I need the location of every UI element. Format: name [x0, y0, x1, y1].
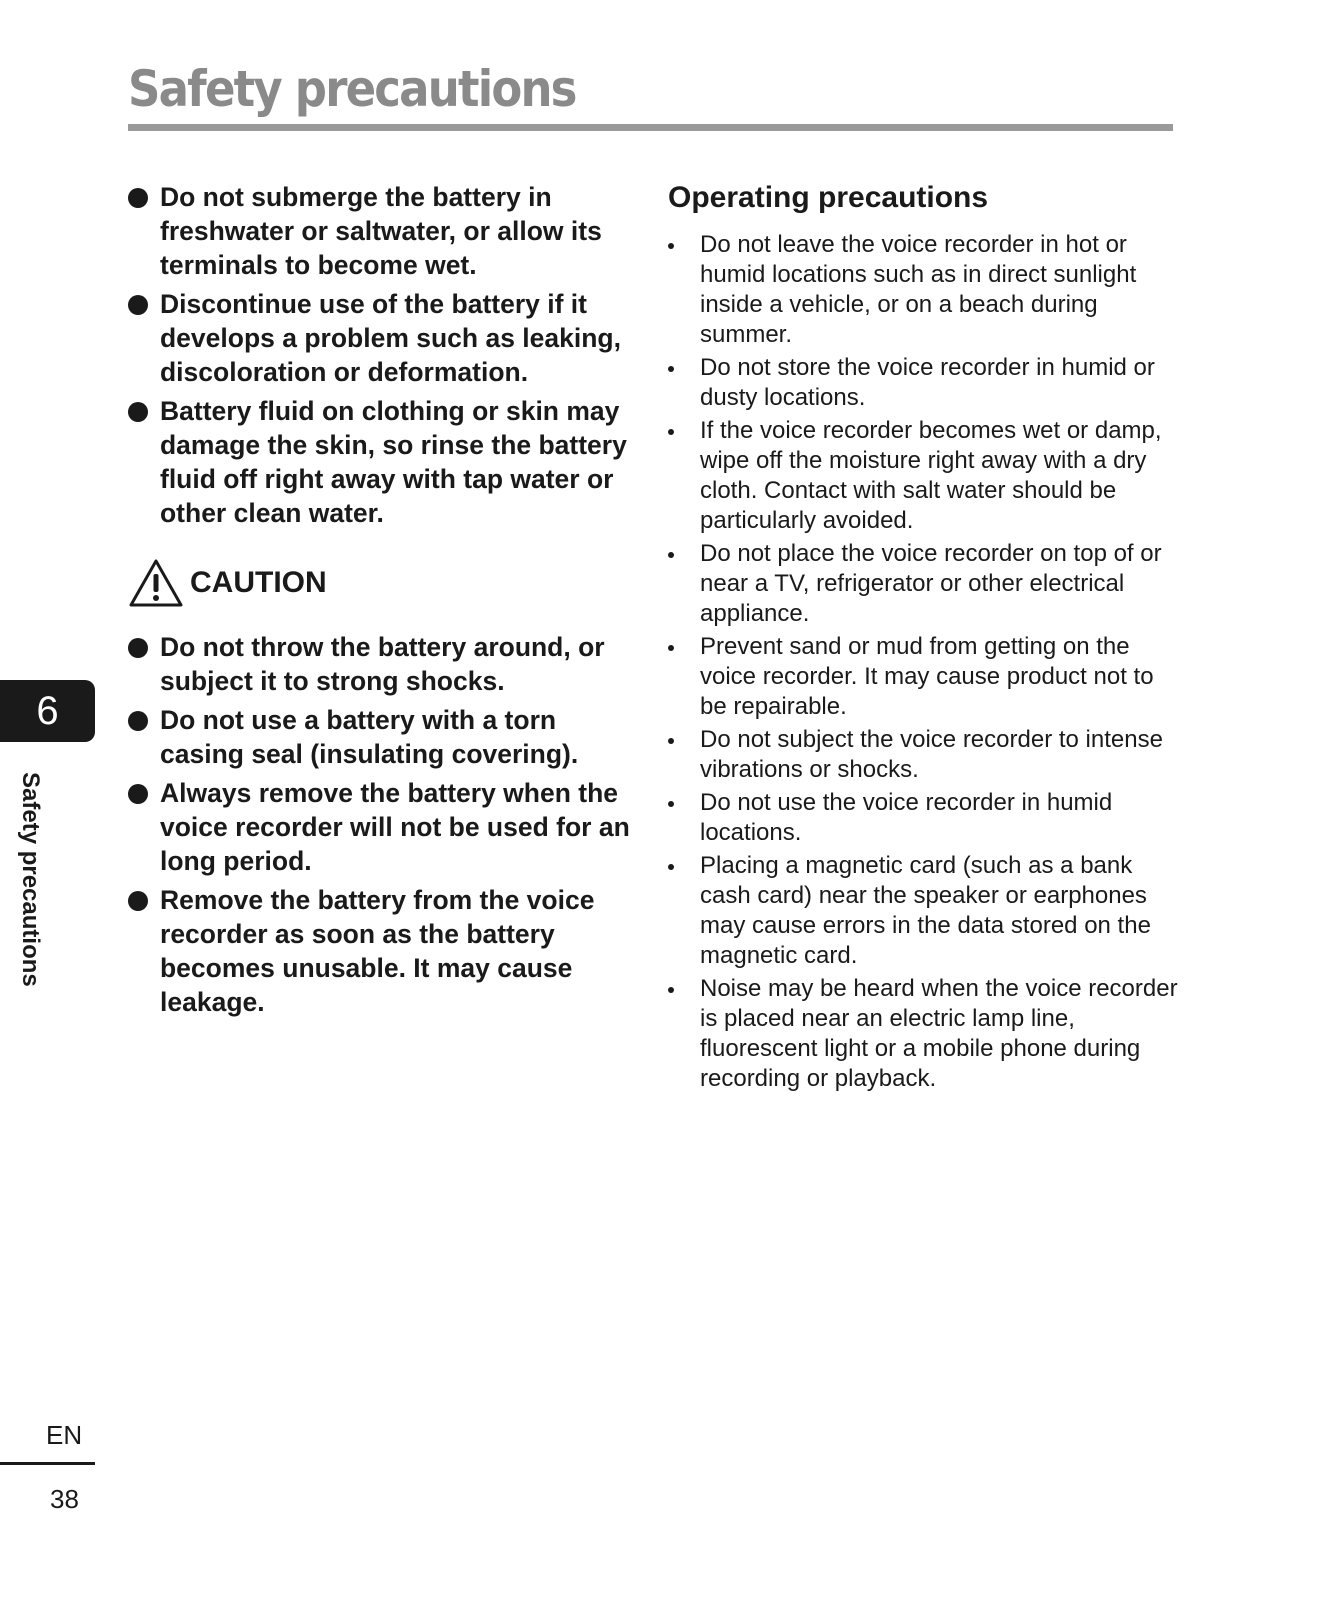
bullet-icon: [668, 645, 674, 651]
bullet-icon: [128, 891, 148, 911]
warning-list: [128, 180, 638, 530]
footer-rule: [0, 1462, 95, 1465]
warning-triangle-icon: [128, 558, 184, 608]
caution-list: [128, 630, 638, 1019]
list-item: [668, 632, 1178, 722]
bullet-icon: [668, 864, 674, 870]
precaution-text: Do not leave the voice recorder in hot or humid locations such as in direct sunlight inside a vehicle, or on a beach during summer.: [700, 231, 1137, 348]
bullet-icon: [128, 784, 148, 804]
caution-text: Remove the battery from the voice recorder as soon as the battery becomes unusable. It may cause leakage.: [160, 885, 595, 1017]
precaution-text: Do not store the voice recorder in humid or dusty locations.: [700, 354, 1155, 411]
list-item: [668, 974, 1178, 1094]
warning-text: Discontinue use of the battery if it develops a problem such as leaking, discoloration or deformation.: [160, 289, 621, 387]
language-label: EN: [46, 1420, 83, 1450]
caution-text: Always remove the battery when the voice recorder will not be used for an long period.: [160, 778, 630, 876]
precaution-text: Do not place the voice recorder on top of or near a TV, refrigerator or other electrical appliance.: [700, 540, 1162, 627]
list-item: [668, 851, 1178, 971]
list-item: [128, 180, 638, 282]
caution-text: Do not use a battery with a torn casing seal (insulating covering).: [160, 705, 579, 769]
warning-text: Battery fluid on clothing or skin may damage the skin, so rinse the battery fluid off right away with tap water or other clean water.: [160, 396, 627, 528]
precaution-text: Noise may be heard when the voice recorder is placed near an electric lamp line, fluorescent light or a mobile phone during recording or playback.: [700, 975, 1178, 1092]
bullet-icon: [668, 801, 674, 807]
right-column: [668, 178, 1178, 1097]
precaution-text: If the voice recorder becomes wet or damp, wipe off the moisture right away with a dry cloth. Contact with salt water should be particularly avoided.: [700, 417, 1162, 534]
warning-text: Do not submerge the battery in freshwater or saltwater, or allow its terminals to become wet.: [160, 182, 602, 280]
list-item: [668, 725, 1178, 785]
list-item: [668, 416, 1178, 536]
list-item: [668, 539, 1178, 629]
bullet-icon: [128, 638, 148, 658]
chapter-number: 6: [36, 688, 59, 733]
precaution-text: Prevent sand or mud from getting on the voice recorder. It may cause product not to be repairable.: [700, 633, 1154, 720]
list-item: [668, 788, 1178, 848]
precaution-text: Do not subject the voice recorder to intense vibrations or shocks.: [700, 726, 1163, 783]
chapter-side-label: Safety precautions: [17, 772, 44, 987]
title-rule: [128, 124, 1173, 131]
bullet-icon: [128, 402, 148, 422]
precaution-text: Do not use the voice recorder in humid locations.: [700, 789, 1113, 846]
list-item: [128, 703, 638, 771]
list-item: [128, 287, 638, 389]
bullet-icon: [668, 987, 674, 993]
caution-label: CAUTION: [190, 566, 327, 599]
caution-text: Do not throw the battery around, or subject it to strong shocks.: [160, 632, 605, 696]
page-number: 38: [50, 1484, 79, 1514]
bullet-icon: [668, 738, 674, 744]
bullet-icon: [128, 188, 148, 208]
operating-list: [668, 230, 1178, 1094]
section-heading: Operating precautions: [668, 181, 989, 214]
list-item: [128, 394, 638, 530]
bullet-icon: [128, 711, 148, 731]
bullet-icon: [668, 429, 674, 435]
bullet-icon: [668, 366, 674, 372]
list-item: [668, 353, 1178, 413]
list-item: [128, 883, 638, 1019]
left-column: [128, 180, 638, 1024]
bullet-icon: [668, 243, 674, 249]
page-title: Safety precautions: [128, 60, 576, 118]
bullet-icon: [128, 295, 148, 315]
precaution-text: Placing a magnetic card (such as a bank cash card) near the speaker or earphones may cause errors in the data stored on the magnetic card.: [700, 852, 1151, 969]
caution-heading: [128, 558, 638, 608]
list-item: [128, 630, 638, 698]
list-item: [668, 230, 1178, 350]
list-item: [128, 776, 638, 878]
bullet-icon: [668, 552, 674, 558]
chapter-tab: [0, 680, 95, 742]
